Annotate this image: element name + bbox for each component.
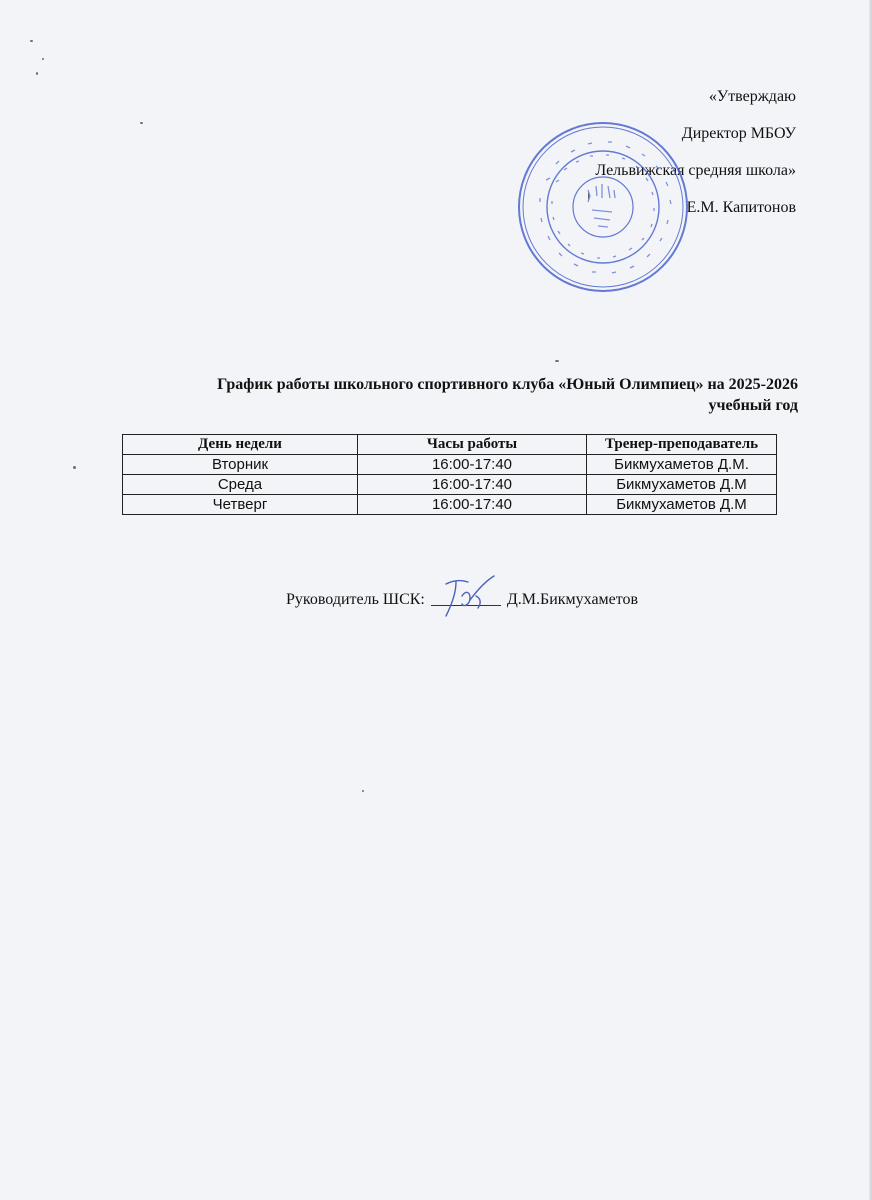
approval-line-2: Директор МБОУ xyxy=(681,125,796,142)
cell-coach: Бикмухаметов Д.М xyxy=(587,495,777,515)
schedule-table xyxy=(122,434,777,515)
approval-line-4: Е.М. Капитонов xyxy=(686,199,796,216)
speck xyxy=(30,40,33,42)
cell-hours: 16:00-17:40 xyxy=(358,495,587,515)
cell-day: Вторник xyxy=(123,455,358,475)
signature-label: Руководитель ШСК: xyxy=(286,591,425,608)
speck xyxy=(42,58,44,60)
header-day: День недели xyxy=(123,435,358,455)
table-header-row xyxy=(123,435,777,455)
speck xyxy=(73,466,76,469)
table-row xyxy=(123,475,777,495)
cell-day: Четверг xyxy=(123,495,358,515)
header-coach: Тренер-преподаватель xyxy=(587,435,777,455)
cell-hours: 16:00-17:40 xyxy=(358,455,587,475)
document-title xyxy=(98,374,798,416)
speck xyxy=(362,790,364,792)
cell-hours: 16:00-17:40 xyxy=(358,475,587,495)
table-row xyxy=(123,455,777,475)
speck xyxy=(140,122,143,124)
table-row xyxy=(123,495,777,515)
speck xyxy=(555,360,559,362)
approval-line-1: «Утверждаю xyxy=(708,88,796,105)
header-hours: Часы работы xyxy=(358,435,587,455)
title-line-2: учебный год xyxy=(708,397,798,414)
cell-coach: Бикмухаметов Д.М. xyxy=(587,455,777,475)
title-line-1: График работы школьного спортивного клуба «Юный Олимпиец» на 2025-2026 xyxy=(217,376,798,393)
cell-coach: Бикмухаметов Д.М xyxy=(587,475,777,495)
speck xyxy=(36,72,38,75)
approval-line-3: Лельвижская средняя школа» xyxy=(595,162,796,179)
official-stamp xyxy=(516,120,690,294)
signatory-name: Д.М.Бикмухаметов xyxy=(506,591,639,608)
cell-day: Среда xyxy=(123,475,358,495)
handwritten-signature xyxy=(440,574,500,620)
